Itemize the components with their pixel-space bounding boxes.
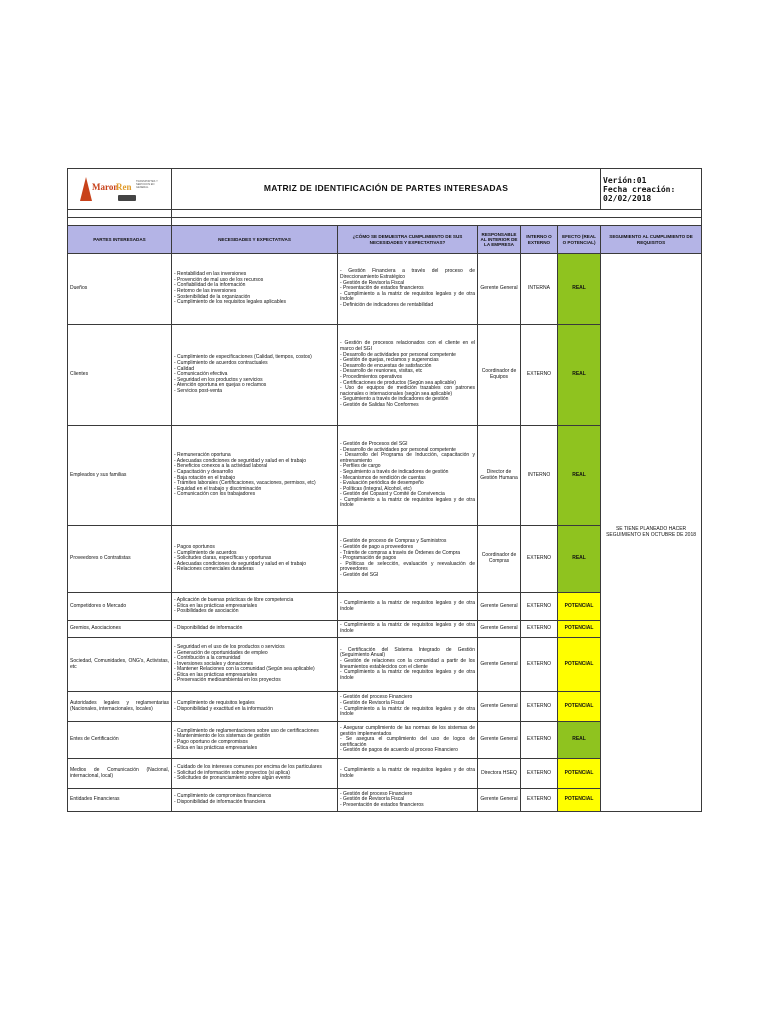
party-cell: Gremios, Asociaciones bbox=[68, 621, 172, 638]
type-cell: EXTERNO bbox=[521, 593, 558, 621]
truck-icon bbox=[118, 195, 136, 201]
logo-tagline: TRANSPORTES Y SERVICIOS EN GENERAL bbox=[136, 180, 158, 189]
logo bbox=[68, 169, 172, 210]
logo-name: Maron bbox=[92, 182, 119, 192]
stakeholder-matrix bbox=[67, 168, 702, 812]
needs-cell-lines: - Pagos oportunos - Cumplimiento de acuerdos - Solicitudes claras, específicas y oportunas - Adecuadas condiciones de seguridad y salud en el trabajo - Relaciones comerciales duraderas bbox=[174, 544, 307, 573]
compliance-cell-lines: - Cumplimiento a la matriz de requisitos legales y de otra índole bbox=[340, 599, 475, 612]
responsible-cell: Directora HSEQ bbox=[478, 759, 521, 789]
logo-name-2: Ren bbox=[116, 182, 132, 192]
needs-cell bbox=[172, 426, 338, 526]
type-cell: EXTERNO bbox=[521, 621, 558, 638]
responsible-cell: Coordinador de Compras bbox=[478, 526, 521, 593]
needs-cell-lines: - Seguridad en el uso de los productos o servicios - Generación de oportunidades de empleo - Contribución a la comunidad - Inversiones sociales y donaciones - Mantener Relaciones con la comunidad (Según sea aplicable) - Ética en las prácticas empresariales - Preservación medioambiental en los proyectos bbox=[174, 643, 315, 684]
party-cell: Sociedad, Comunidades, ONG's, Activistas, etc bbox=[68, 638, 172, 692]
responsible-cell: Gerente General bbox=[478, 638, 521, 692]
effect-badge: REAL bbox=[558, 526, 601, 593]
effect-badge: REAL bbox=[558, 426, 601, 526]
needs-cell-lines: - Disponibilidad de información bbox=[174, 625, 243, 632]
party-cell: Autoridades legales y reglamentarias (Nacionales, internacionales, locales) bbox=[68, 692, 172, 722]
compliance-cell-lines: - Cumplimiento a la matriz de requisitos legales y de otra índole bbox=[340, 766, 475, 779]
party-cell: Medios de Comunicación (Nacional, internacional, local) bbox=[68, 759, 172, 789]
compliance-cell-lines: - Gestión de procesos relacionados con el cliente en el marco del SGI - Desarrollo de actividades por personal competente - Gestión de quejas, reclamos y sugerencias - Desarrollo de encuestas de satisfacción - Desarrollo de reuniones, visitas, etc - Procedimientos operativos - Certificaciones de productos (Según sea aplicable) - Uso de equipos de medición trazables con patrones nacionales o internacionales (según sea aplicable) - Seguimiento a través de indicadores de gestión - Gestión de Salidas No Conformes bbox=[340, 340, 475, 408]
col-header-followup: SEGUIMIENTO AL CUMPLIMIENTO DE REQUISITOS bbox=[601, 226, 702, 254]
type-cell: EXTERNO bbox=[521, 759, 558, 789]
type-cell: EXTERNO bbox=[521, 325, 558, 426]
needs-cell-lines: - Cumplimiento de especificaciones (Calidad, tiempos, costos) - Cumplimiento de acuerdos contractuales - Calidad - Comunicación efectiva - Seguridad en los productos y servicios - Atención oportuna en quejas o reclamos - Servicios post-venta bbox=[174, 354, 312, 394]
needs-cell-lines: - Remuneración oportuna - Adecuadas condiciones de seguridad y salud en el trabajo - Beneficios conexos a la actividad laboral - Capacitación y desarrollo - Baja rotación en el trabajo - Trámites laborales (Certificaciones, vacaciones, permisos, etc) - Equidad en el trabajo y discriminación - Comunicación con los trabajadores bbox=[174, 452, 316, 498]
needs-cell-lines: - Rentabilidad en las inversiones - Provención de mal uso de los recursos - Confiabilidad de la información - Retorno de las inversiones - Sostenibilidad de la organización - Cumplimiento de los requisitos legales aplicables bbox=[174, 271, 286, 306]
needs-cell bbox=[172, 759, 338, 789]
compliance-cell-lines: - Certificación del Sistema Integrado de Gestión (Seguimiento Anual) - Gestión de relaciones con la comunidad a partir de los lineamientos establecidos con el cliente - Cumplimiento a la matriz de requisitos legales y de otra índole bbox=[340, 646, 475, 681]
compliance-cell bbox=[338, 593, 478, 621]
party-cell: Clientes bbox=[68, 325, 172, 426]
creation-date: 02/02/2018 bbox=[603, 193, 652, 203]
compliance-cell bbox=[338, 722, 478, 759]
party-cell: Entidades Financieras bbox=[68, 789, 172, 812]
compliance-cell bbox=[338, 621, 478, 638]
effect-badge: REAL bbox=[558, 254, 601, 325]
col-header-parties: PARTES INTERESADAS bbox=[68, 226, 172, 254]
compliance-cell bbox=[338, 426, 478, 526]
col-header-responsible: RESPONSABLE AL INTERIOR DE LA EMPRESA bbox=[478, 226, 521, 254]
version-block bbox=[601, 169, 702, 210]
needs-cell bbox=[172, 254, 338, 325]
col-header-needs: NECESIDADES Y EXPECTATIVAS bbox=[172, 226, 338, 254]
needs-cell bbox=[172, 722, 338, 759]
party-cell: Empleados y sus familias bbox=[68, 426, 172, 526]
page-title: MATRIZ DE IDENTIFICACIÓN DE PARTES INTERESADAS bbox=[172, 169, 601, 210]
compliance-cell bbox=[338, 789, 478, 812]
compliance-cell bbox=[338, 638, 478, 692]
needs-cell bbox=[172, 593, 338, 621]
col-header-compliance: ¿CÓMO SE DEMUESTRA CUMPLIMIENTO DE SUS NECESIDADES Y EXPECTATIVAS? bbox=[338, 226, 478, 254]
type-cell: INTERNA bbox=[521, 254, 558, 325]
type-cell: EXTERNO bbox=[521, 526, 558, 593]
compliance-cell bbox=[338, 254, 478, 325]
compliance-cell-lines: - Gestión de Procesos del SGI - Desarrollo de actividades por personal competente - Desarrollo del Programa de Inducción, capacitación y entrenamiento - Perfiles de cargo - Seguimiento a través de indicadores de gestión - Mecanismos de rendición de cuentas - Evaluación periódica de desempeño - Políticas (Integral, Alcohol, etc) - Gestión del Copasst y Comité de Convivencia - Cumplimiento a la matriz de requisitos legales y de otra índole bbox=[340, 440, 475, 509]
effect-badge: POTENCIAL bbox=[558, 759, 601, 789]
party-cell: Dueños bbox=[68, 254, 172, 325]
needs-cell bbox=[172, 526, 338, 593]
needs-cell-lines: - Cumplimiento de reglamentaciones sobre uso de certificaciones - Mantenimiento de los sistemas de gestión - Pago oportuno de compromisos - Ética en las prácticas empresariales bbox=[174, 727, 319, 751]
version-label: Verión:01 bbox=[603, 175, 647, 185]
needs-cell-lines: - Cumplimiento de compromisos financieros - Disponibilidad de información financiera bbox=[174, 793, 272, 805]
table-row bbox=[68, 254, 702, 325]
compliance-cell bbox=[338, 325, 478, 426]
type-cell: INTERNO bbox=[521, 426, 558, 526]
compliance-cell bbox=[338, 759, 478, 789]
compliance-cell-lines: - Gestión Financiera a través del proceso de Direccionamiento Estratégico - Gestión de Revisoría Fiscal - Presentación de estados financieros - Cumplimiento a la matriz de requisitos legales y de otra índole - Definición de indicadores de rentabilidad bbox=[340, 268, 475, 308]
blank-row bbox=[68, 210, 702, 218]
needs-cell bbox=[172, 325, 338, 426]
compliance-cell bbox=[338, 526, 478, 593]
type-cell: EXTERNO bbox=[521, 789, 558, 812]
effect-badge: POTENCIAL bbox=[558, 621, 601, 638]
col-header-effect: EFECTO (REAL O POTENCIAL) bbox=[558, 226, 601, 254]
responsible-cell: Gerente General bbox=[478, 789, 521, 812]
effect-badge: POTENCIAL bbox=[558, 789, 601, 812]
responsible-cell: Gerente General bbox=[478, 692, 521, 722]
needs-cell bbox=[172, 789, 338, 812]
logo-mark-icon bbox=[80, 177, 92, 201]
compliance-cell-lines: - Gestión del proceso Financiero - Gestión de Revisoría Fiscal - Presentación de estados financieros bbox=[340, 790, 424, 808]
title-row bbox=[68, 169, 702, 210]
needs-cell bbox=[172, 621, 338, 638]
effect-badge: POTENCIAL bbox=[558, 692, 601, 722]
responsible-cell: Gerente General bbox=[478, 254, 521, 325]
needs-cell-lines: - Cumplimiento de requisitos legales - Disponibilidad y exactitud en la información bbox=[174, 699, 273, 712]
responsible-cell: Gerente General bbox=[478, 593, 521, 621]
needs-cell-lines: - Aplicación de buenas prácticas de libre competencia - Ética en las prácticas empresariales - Posibilidades de asociación bbox=[174, 597, 294, 615]
blank-row bbox=[68, 218, 702, 226]
col-header-type: INTERNO O EXTERNO bbox=[521, 226, 558, 254]
effect-badge: REAL bbox=[558, 325, 601, 426]
party-cell: Entes de Certificación bbox=[68, 722, 172, 759]
responsible-cell: Director de Gestión Humana bbox=[478, 426, 521, 526]
needs-cell bbox=[172, 638, 338, 692]
responsible-cell: Gerente General bbox=[478, 621, 521, 638]
party-cell: Competidores o Mercado bbox=[68, 593, 172, 621]
compliance-cell-lines: - Gestión del proceso Financiero - Gestión de Revisoría Fiscal - Cumplimiento a la matriz de requisitos legales y de otra índole bbox=[340, 694, 475, 718]
type-cell: EXTERNO bbox=[521, 722, 558, 759]
creation-label: Fecha creación: bbox=[603, 184, 676, 194]
column-header-row bbox=[68, 226, 702, 254]
compliance-cell bbox=[338, 692, 478, 722]
effect-badge: POTENCIAL bbox=[558, 638, 601, 692]
effect-badge: REAL bbox=[558, 722, 601, 759]
followup-note: SE TIENE PLANEADO HACER SEGUIMIENTO EN OCTUBRE DE 2018 bbox=[601, 254, 702, 812]
responsible-cell: Coordinador de Equipos bbox=[478, 325, 521, 426]
needs-cell-lines: - Cuidado de los intereses comunes por encima de los particulares - Solicitud de información sobre proyectos (si aplica) - Solicitudes de pronunciamiento sobre algún evento bbox=[174, 764, 322, 782]
type-cell: EXTERNO bbox=[521, 692, 558, 722]
compliance-cell-lines: - Gestión de proceso de Compras y Suministros - Gestión de pago a proveedores - Trámite de compras a través de Órdenes de Compra - Programación de pagos - Políticas de selección, evaluación y reevaluación de proveedores - Gestión del SGI bbox=[340, 538, 475, 578]
compliance-cell-lines: - Asegurar cumplimiento de las normas de los sistemas de gestión implementados - Se asegura el cumplimiento del uso de logos de certificación - Gestión de pagos de acuerdo al proceso Financiero bbox=[340, 725, 475, 754]
compliance-cell-lines: - Cumplimiento a la matriz de requisitos legales y de otra índole bbox=[340, 622, 475, 634]
party-cell: Proveedores o Contratistas bbox=[68, 526, 172, 593]
type-cell: EXTERNO bbox=[521, 638, 558, 692]
responsible-cell: Gerente General bbox=[478, 722, 521, 759]
effect-badge: POTENCIAL bbox=[558, 593, 601, 621]
needs-cell bbox=[172, 692, 338, 722]
